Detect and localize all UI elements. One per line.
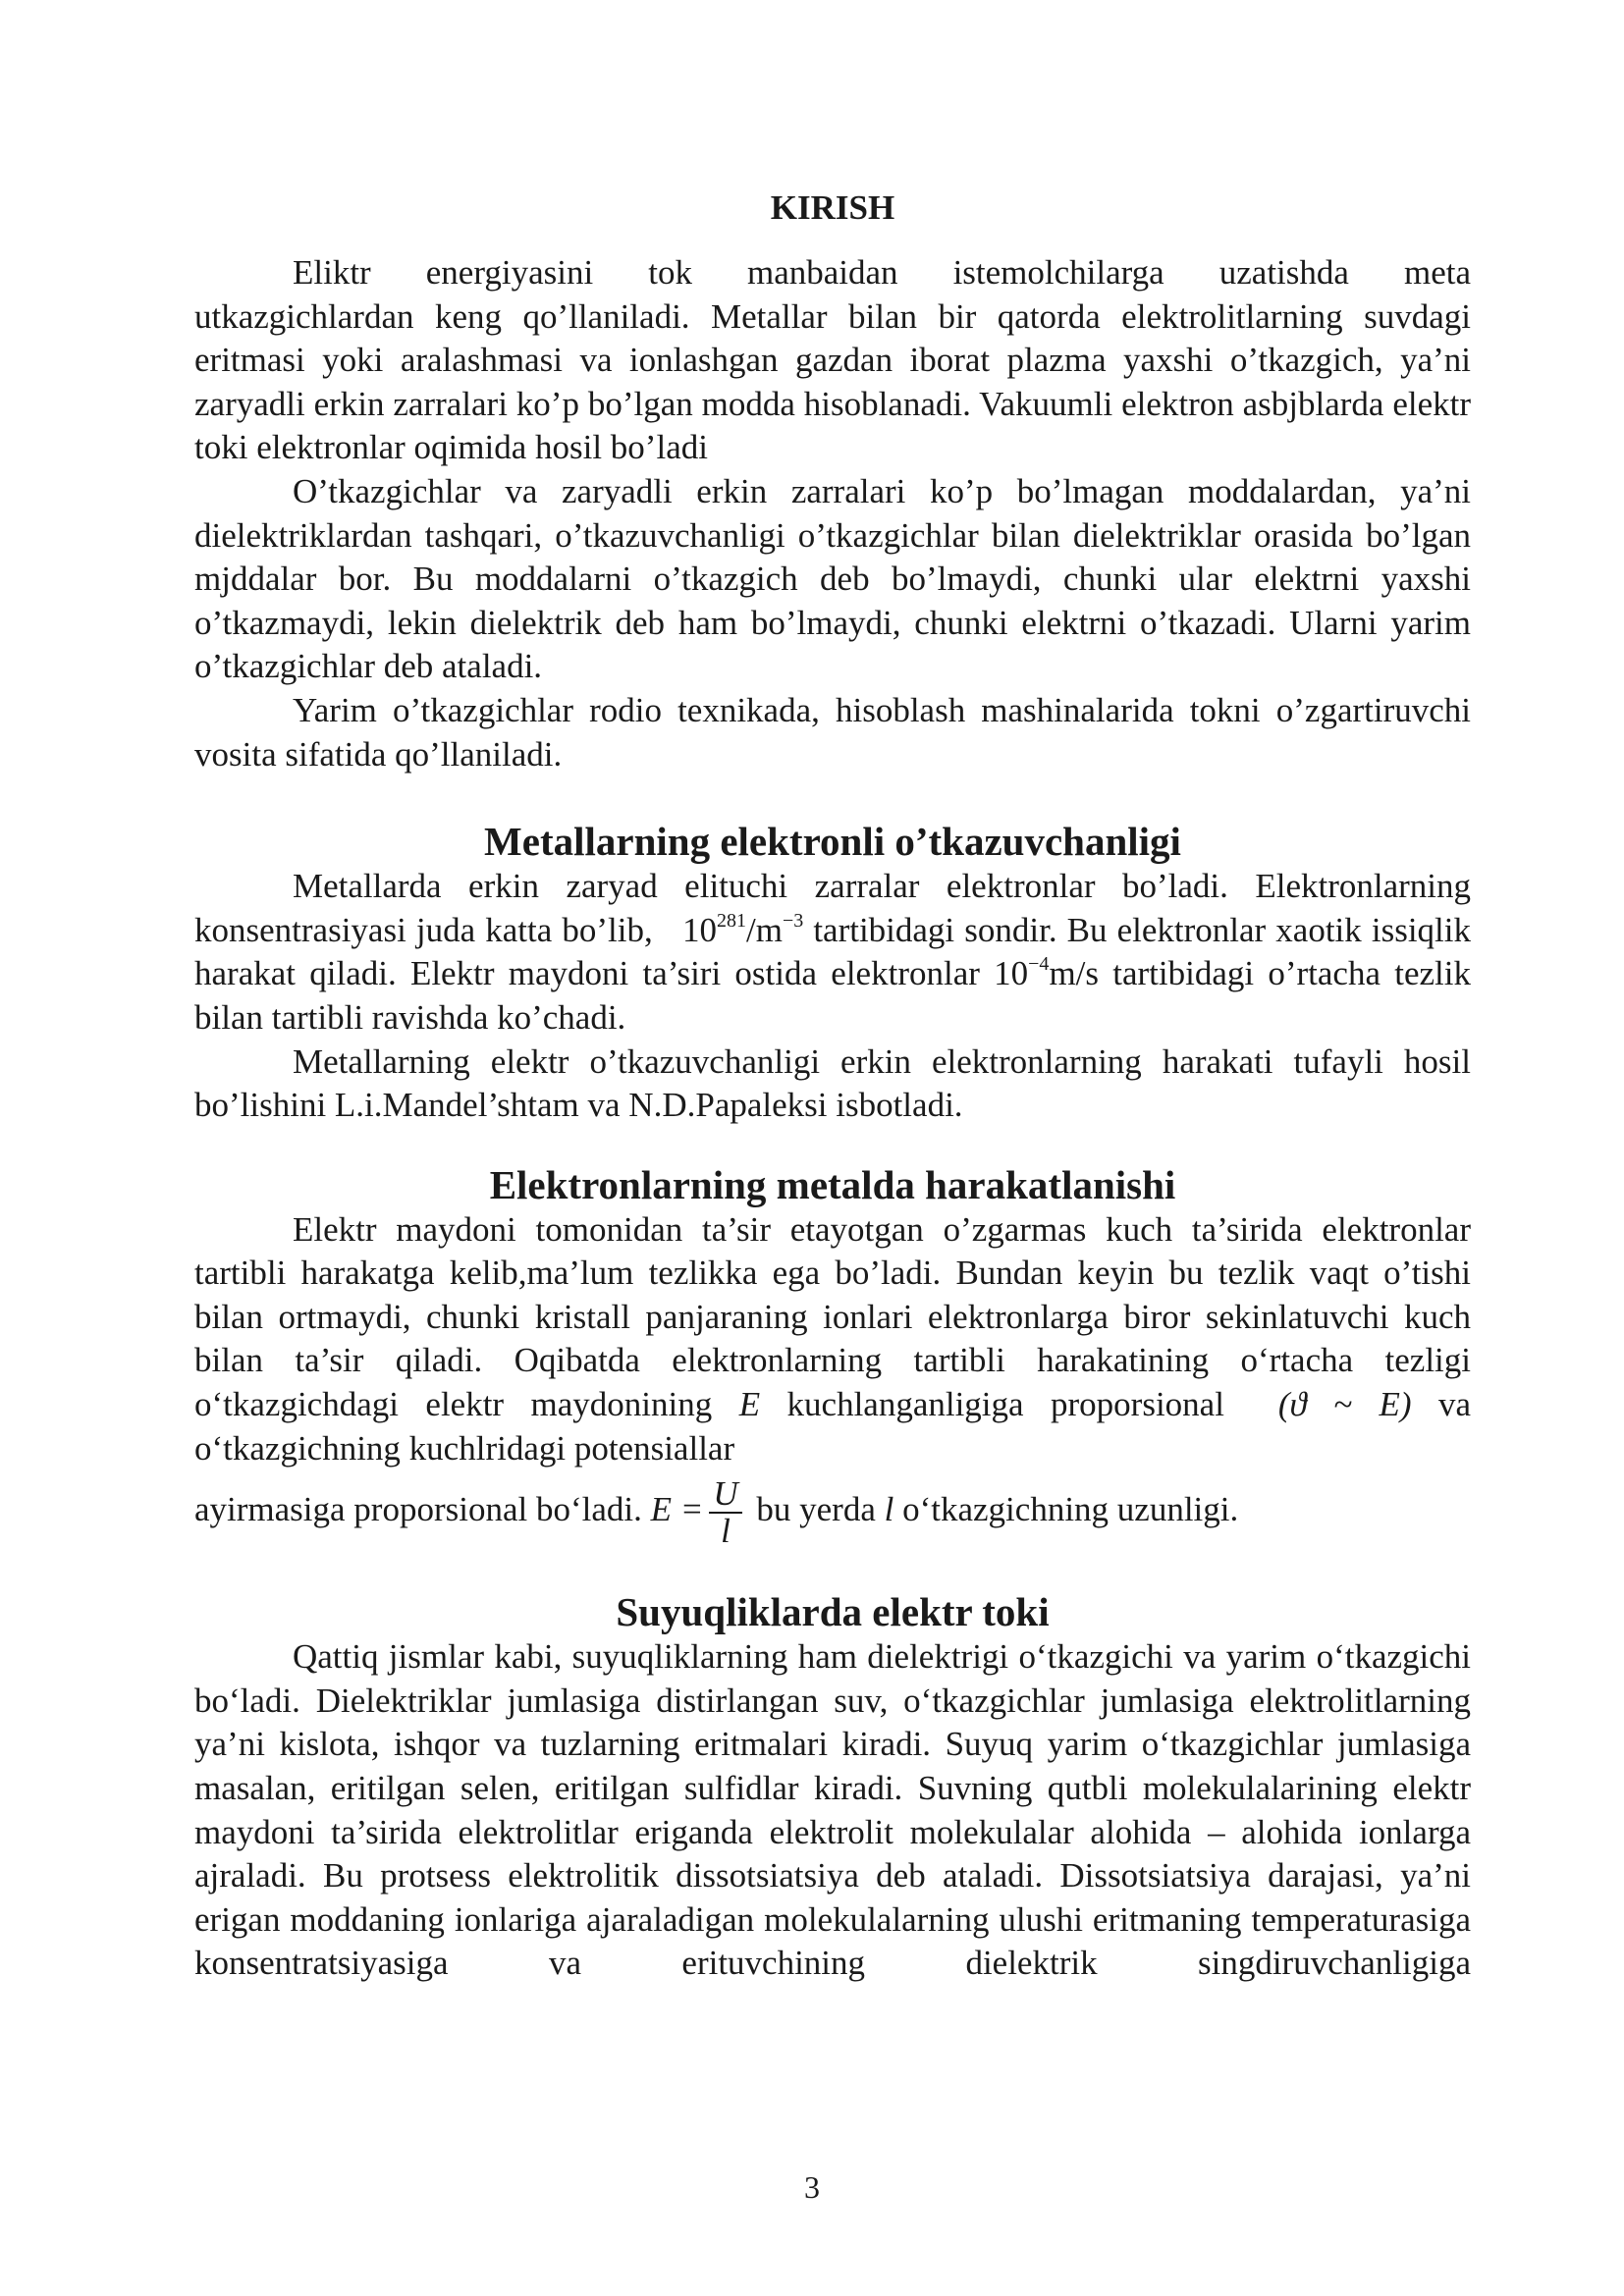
- section1-paragraph-2: Metallarning elektr o’tkazuvchanligi erkin elektronlarning harakati tufayli hosil bo’lishini L.i.Mandel’shtam va N.D.Papaleksi isbotladi.: [194, 1041, 1471, 1125]
- page-title: KIRISH: [770, 188, 895, 227]
- section2-p1-text-f: o‘tkazgichning uzunligi.: [902, 1490, 1239, 1529]
- concentration-base: 10: [681, 910, 717, 949]
- section1-p1-text-c: m/s tartibidagi o’rtacha tezlik bilan tartibli ravishda ko’chadi.: [194, 954, 1472, 1037]
- section-heading-metals-conductivity: Metallarning elektronli o’tkazuvchanligi: [484, 819, 1181, 865]
- document-page: [194, 187, 1471, 1986]
- intro-paragraph-3: Yarim o’tkazgichlar rodio texnikada, hisoblash mashinalarida tokni o’zgartiruvchi vosita sifatida qo’llaniladi.: [194, 690, 1471, 774]
- section2-p1-text-d: ayirmasiga proporsional bo‘ladi.: [194, 1490, 642, 1529]
- section-heading-electron-motion: Elektronlarning metalda harakatlanishi: [489, 1161, 1176, 1207]
- section2-formula-line: [194, 1476, 1471, 1549]
- intro-paragraph-1-line-1: Eliktr energiyasini tok manbaidan istemolchilarga uzatishda meta: [293, 253, 1471, 292]
- electron-concentration-value: [682, 911, 803, 949]
- formula-denominator: l: [721, 1512, 731, 1551]
- section1-paragraph-1: [194, 865, 1471, 1040]
- concentration-exponent: 281: [716, 909, 746, 932]
- intro-paragraph-1-body: utkazgichlardan keng qo’llaniladi. Metallar bilan bir qatorda elektrolitlarning suvdagi eritmasi yoki aralashmasi va ionlashgan gazdan iborat plazma yaxshi o’tkazgich, ya’ni zaryadli erkin zarralari ko’p bo’lgan modda hisoblanadi.: [194, 296, 1471, 423]
- section2-p1-text-b: kuchlanganligiga proporsional: [786, 1385, 1224, 1424]
- symbol-l: l: [884, 1490, 894, 1529]
- intro-paragraph-1-last: Vakuumli elektron asbjblarda elektr toki elektronlar oqimida hosil bo’ladi: [194, 384, 1472, 467]
- speed-base: 10: [994, 954, 1029, 993]
- section3-paragraph-1: Qattiq jismlar kabi, suyuqliklarning ham dielektrigi o‘tkazgichi va yarim o‘tkazgichi bo‘ladi. Dielektriklar jumlasiga distirlangan suv, o‘tkazgichlar jumlasiga elektrolitlarning ya’ni kislota, ishqor va tuzlarning eritmalari kiradi. Suyuq yarim o‘tkazgichlar jumlasiga masalan, eritilgan selen, eritilgan sulfidlar kiradi. Suvning qutbli molekulalarining elektr maydoni ta’sirida elektrolitlar eriganda elektrolit molekulalar alohida – alohida ionlarga ajraladi. Bu protsess elektrolitik dissotsiatsiya deb ataladi. Dissotsiatsiya darajasi, ya’ni erigan moddaning ionlariga ajaraladigan molekulalarning ulushi eritmaning temperaturasiga konsentratsiyasiga va erituvchining dielektrik singdiruvchanligiga: [194, 1637, 1471, 1983]
- section2-p1-text-c: va o‘tkazgichning kuchlridagi potensiallar: [194, 1385, 1472, 1468]
- formula-numerator: U: [709, 1476, 741, 1514]
- symbol-E: E: [738, 1385, 761, 1424]
- intro-paragraph-1: [194, 295, 1471, 470]
- section2-p1-text-a: Elektr maydoni tomonidan ta’sir etayotgan o’zgarmas kuch ta’sirida elektronlar tartibli harakatga kelib,ma’lum tezlikka ega bo’ladi. Bundan keyin bu tezlik vaqt o’tishi bilan ortmaydi, chunki kristall panjaraning ionlari elektronlarga biror sekinlatuvchi kuch bilan ta’sir qiladi. Oqibatda elektronlarning tartibli harakatining o‘rtacha tezligi o‘tkazgichdagi elektr maydonining: [194, 1209, 1471, 1424]
- electron-speed-value: [994, 954, 1049, 992]
- intro-paragraph-2: O’tkazgichlar va zaryadli erkin zarralari ko’p bo’lmagan moddalardan, ya’ni dielektriklardan tashqari, o’tkazuvchanligi o’tkazgichlar bilan dielektriklar orasida bo’lgan mjddalar bor. Bu moddalarni o’tkazgich deb bo’lmaydi, chunki ular elektrni yaxshi o’tkazmaydi, lekin dielektrik deb ham bo’lmaydi, chunki elektrni o’tkazadi. Ularni yarim o’tkazgichlar deb ataladi.: [194, 471, 1471, 686]
- concentration-unit: /m: [745, 910, 783, 949]
- section2-p1-text-e: bu yerda: [756, 1490, 876, 1529]
- page-number: 3: [804, 2169, 820, 2205]
- speed-exponent: −4: [1028, 953, 1050, 976]
- section1-p1-text-b: tartibidagi sondir. Bu elektronlar xaotik issiqlik harakat qiladi. Elektr maydoni ta’siri ostida elektronlar: [194, 910, 1471, 993]
- section-heading-liquids-current: Suyuqliklarda elektr toki: [616, 1589, 1050, 1635]
- section2-paragraph-1: [194, 1208, 1471, 1471]
- unit-exponent: −3: [782, 909, 804, 932]
- formula-fraction: [709, 1476, 741, 1549]
- formula-lhs: E =: [650, 1490, 704, 1529]
- section1-p1-text-a: Metallarda erkin zaryad elituchi zarralar elektronlar bo’ladi. Elektronlarning konsentrasiyasi juda katta bo’lib,: [194, 867, 1471, 949]
- proportionality-expression: (ϑ ~ E): [1277, 1385, 1412, 1424]
